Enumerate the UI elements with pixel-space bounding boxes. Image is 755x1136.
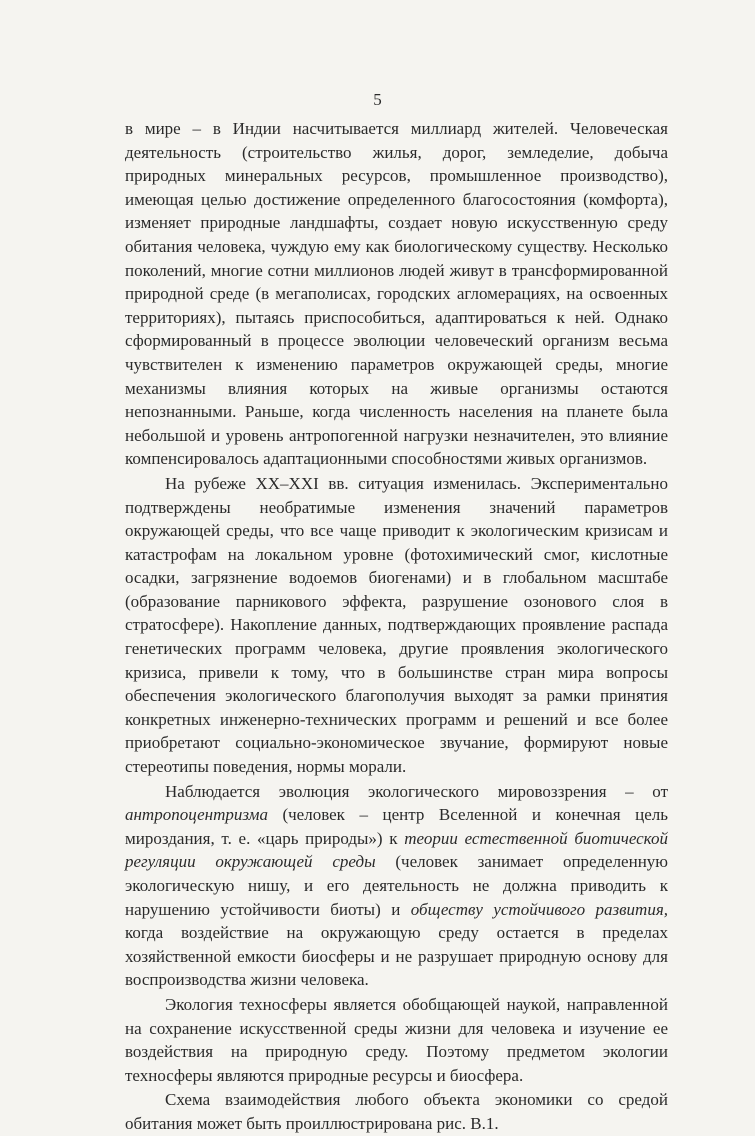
term-biotic-regulation-theory: теории естественной биотической регуляции окружающей среды	[125, 828, 668, 872]
term-anthropocentrism: антропоцентризма	[125, 805, 268, 825]
paragraph-5: Схема взаимодействия любого объекта экономики со средой обитания может быть проиллюстрирована рис. В.1.	[125, 1090, 668, 1133]
paragraph-3-text-3: (человек занимает определенную экологическую нишу, и его деятельность не должна приводить к нарушению устойчивости биоты) и	[125, 852, 668, 919]
paragraph-3-text-4: когда воздействие на окружающую среду остается в пределах хозяйственной емкости биосферы и не разрушает природную основу для воспроизводства жизни человека.	[125, 923, 668, 990]
paragraph-4: Экология техносферы является обобщающей наукой, направленной на сохранение искусственной среды жизни для человека и изучение ее воздействия на природную среду. Поэтому предметом экологии техносферы являются природные ресурсы и биосфера.	[125, 994, 668, 1085]
body-text	[125, 117, 668, 1136]
term-sustainable-society: обществу устойчивого развития,	[410, 899, 668, 919]
paragraph-3-text-1: Наблюдается эволюция экологического мировоззрения – от	[165, 781, 668, 801]
paragraph-3-text-2: (человек – центр Вселенной и конечная цель мироздания, т. е. «царь природы») к	[125, 805, 668, 848]
page-number: 5	[373, 90, 382, 109]
paragraph-2: На рубеже XX–XXI вв. ситуация изменилась. Экспериментально подтверждены необратимые изменения значений параметров окружающей среды, что все чаще приводит к экологическим кризисам и катастрофам на локальном уровне (фотохимический смог, кислотные осадки, загрязнение водоемов биогенами) и в глобальном масштабе (образование парникового эффекта, разрушение озонового слоя в стратосфере). Накопление данных, подтверждающих проявление распада генетических программ человека, другие проявления экологического кризиса, привели к тому, что в большинстве стран мира вопросы обеспечения экологического благополучия выходят за рамки принятия конкретных инженерно-технических программ и решений и все более приобретают социально-экономическое звучание, формируют новые стереотипы поведения, нормы морали.	[125, 473, 668, 777]
paragraph-1: в мире – в Индии насчитывается миллиард жителей. Человеческая деятельность (строительство жилья, дорог, земледелие, добыча природных минеральных ресурсов, промышленное производство), имеющая целью достижение определенного благосостояния (комфорта), изменяет природные ландшафты, создает новую искусственную среду обитания человека, чуждую ему как биологическому существу. Несколько поколений, многие сотни миллионов людей живут в трансформированной природной среде (в мегаполисах, городских агломерациях, на освоенных территориях), пытаясь приспособиться, адаптироваться к ней. Однако сформированный в процессе эволюции человеческий организм весьма чувствителен к изменению параметров окружающей среды, многие механизмы влияния которых на живые организмы остаются непознанными. Раньше, когда численность населения на планете была небольшой и уровень антропогенной нагрузки незначителен, это влияние компенсировалось адаптационными способностями живых организмов.	[125, 119, 668, 469]
paragraph-3	[125, 780, 668, 992]
